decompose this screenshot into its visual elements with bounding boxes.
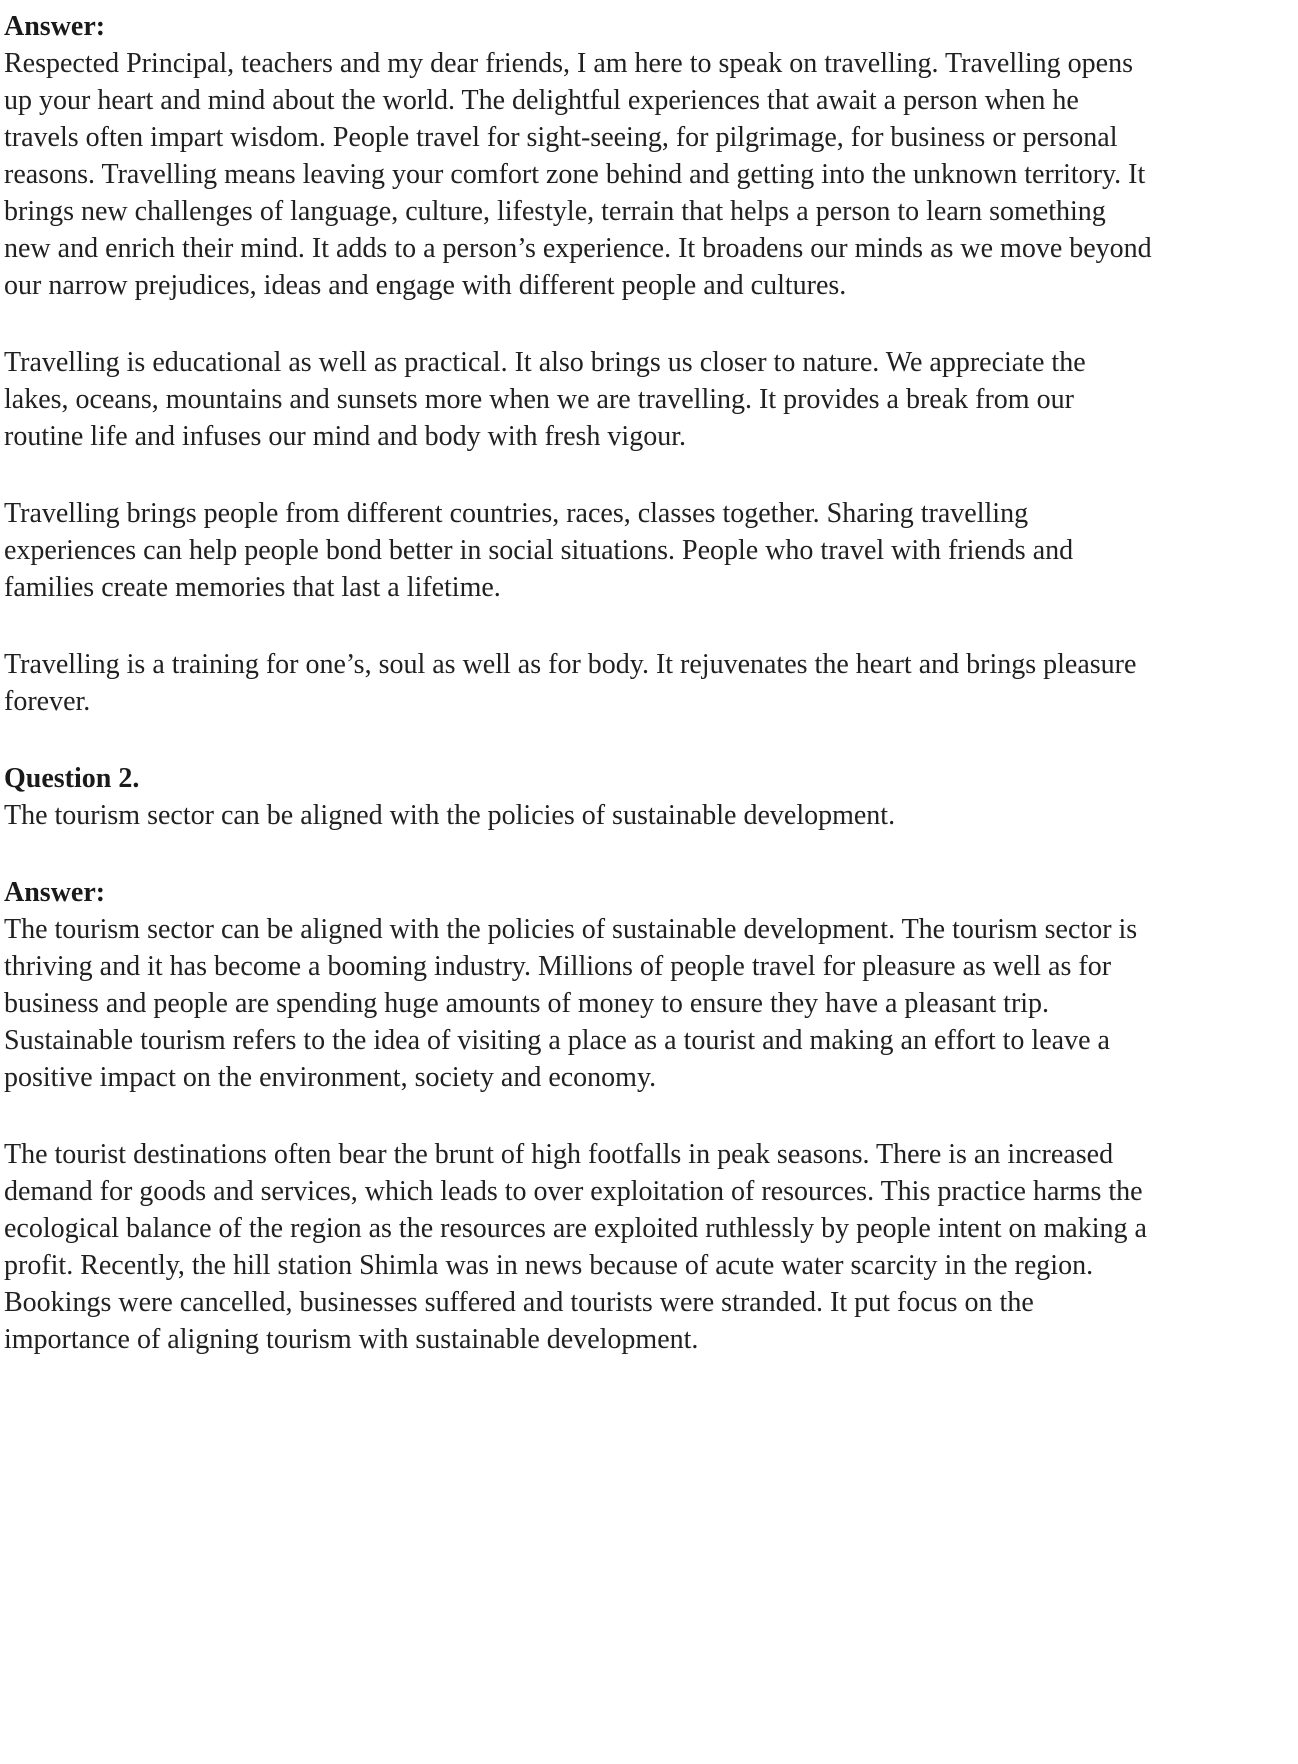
question-2-text: The tourism sector can be aligned with the policies of sustainable development. [4,800,896,831]
answer-paragraph-conclusion: Travelling is a training for one’s, soul as well as for body. It rejuvenates the heart and brings pleasure forever. [4,649,1137,717]
answer-paragraph-speech-intro: Respected Principal, teachers and my dear friends, I am here to speak on travelling. Travelling opens up your heart and mind about the world. The delightful experiences that await a person when he travels often impart wisdom. People travel for sight-seeing, for pilgrimage, for business or personal reasons. Travelling means leaving your comfort zone behind and getting into the unknown territory. It brings new challenges of language, culture, lifestyle, terrain that helps a person to learn something new and enrich their mind. It adds to a person’s experience. It broadens our minds as we move beyond our narrow prejudices, ideas and engage with different people and cultures. [4,48,1152,301]
answer-heading-1: Answer: [4,11,106,42]
answer-heading-2: Answer: [4,877,106,908]
answer-paragraph-tourism-sector: The tourism sector can be aligned with the policies of sustainable development. The tourism sector is thriving and it has become a booming industry. Millions of people travel for pleasure as well as for business and people are spending huge amounts of money to ensure they have a pleasant trip. Sustainable tourism refers to the idea of visiting a place as a tourist and making an effort to leave a positive impact on the environment, society and economy. [4,914,1138,1093]
answer-paragraph-tourist-destinations: The tourist destinations often bear the brunt of high footfalls in peak seasons. There is an increased demand for goods and services, which leads to over exploitation of resources. This practice harms the ecological balance of the region as the resources are exploited ruthlessly by people intent on making a profit. Recently, the hill station Shimla was in news because of acute water scarcity in the region. Bookings were cancelled, businesses suffered and tourists were stranded. It put focus on the importance of aligning tourism with sustainable development. [4,1139,1147,1355]
answer-paragraph-educational: Travelling is educational as well as practical. It also brings us closer to nature. We appreciate the lakes, oceans, mountains and sunsets more when we are travelling. It provides a break from our routine life and infuses our mind and body with fresh vigour. [4,347,1086,452]
answer-paragraph-people-together: Travelling brings people from different countries, races, classes together. Sharing travelling experiences can help people bond better in social situations. People who travel with friends and families create memories that last a lifetime. [4,498,1074,603]
question-2-heading: Question 2. [4,763,140,794]
